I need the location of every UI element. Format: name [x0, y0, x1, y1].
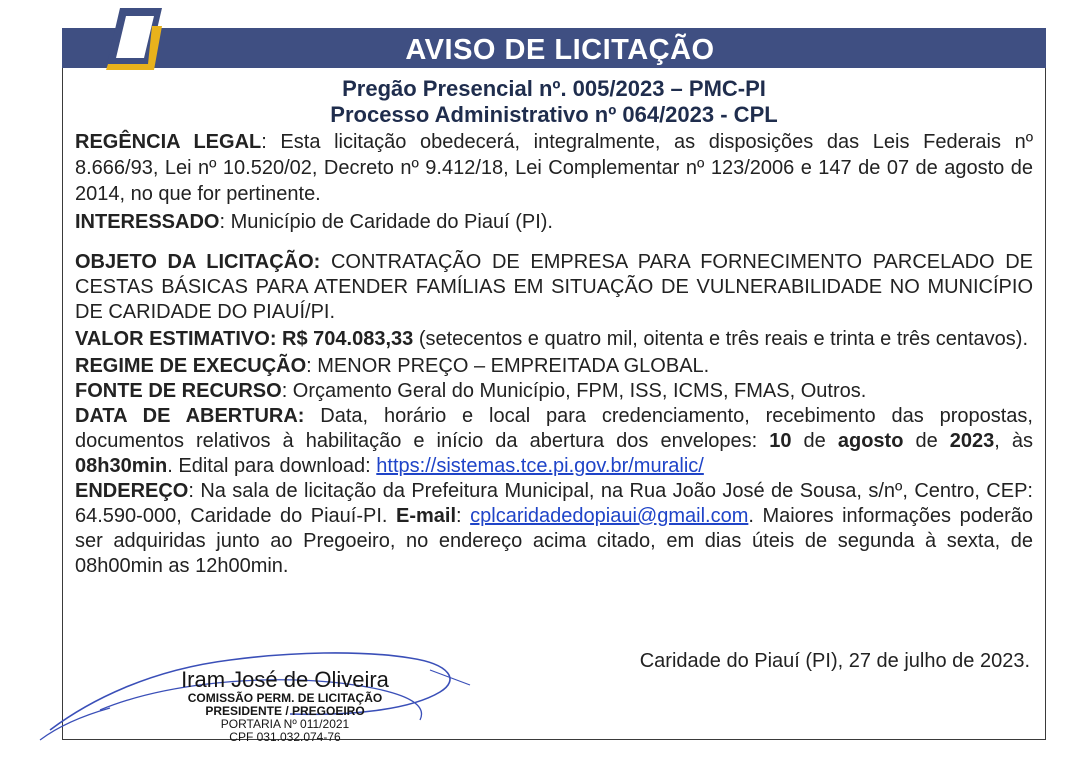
subtitle-processo: Processo Administrativo nº 064/2023 - CPL [330, 102, 778, 127]
data-month: agosto [837, 430, 904, 452]
section-regime [75, 354, 1033, 379]
endereco-tail: . Maiores informações poderão ser adquiridas junto ao Pregoeiro, no endereço acima citado, em dias úteis de segunda à sexta, de 08h00min as 12h00min. [75, 505, 1033, 577]
signatory-commission: COMISSÃO PERM. DE LICITAÇÃO [187, 691, 383, 705]
objeto-text: CONTRATAÇÃO DE EMPRESA PARA FORNECIMENTO PARCELADO DE CESTAS BÁSICAS PARA ATENDER FAMÍLIAS EM SITUAÇÃO DE VULNERABILIDADE NO MUNICÍPIO DE CARIDADE DO PIAUÍ/PI. [75, 251, 1034, 323]
data-edital: . Edital para download: [167, 455, 377, 477]
objeto-label: OBJETO DA LICITAÇÃO: [75, 251, 321, 273]
regime-label: REGIME DE EXECUÇÃO [75, 355, 307, 377]
regencia-label: REGÊNCIA LEGAL [75, 131, 262, 153]
section-objeto [75, 250, 1033, 325]
section-endereco [75, 479, 1033, 579]
signatory-role: PRESIDENTE / PREGOEIRO [205, 704, 365, 718]
regime-text: : MENOR PREÇO – EMPREITADA GLOBAL. [306, 355, 710, 377]
email-sep: : [456, 505, 471, 527]
section-valor [75, 327, 1033, 352]
signatory-name: Iram José de Oliveira [181, 667, 389, 692]
section-regencia [75, 129, 1033, 207]
endereco-text: : Na sala de licitação da Prefeitura Municipal, na Rua João José de Sousa, s/nº, Centro, CEP: 64.590-000, Caridade do Piauí-PI. [75, 480, 1033, 527]
signatory-portaria: PORTARIA Nº 011/2021 [220, 717, 350, 731]
regencia-text: : Esta licitação obedecerá, integralmente, as disposições das Leis Federais nº 8.666/93, Lei nº 10.520/02, Decreto nº 9.412/18, Lei Complementar nº 123/2006 e 147 de 07 de agosto de 2014, no que for pertinente. [75, 131, 1034, 205]
endereco-label: ENDEREÇO [75, 480, 189, 502]
logo-icon [100, 6, 180, 76]
interessado-text: : Município de Caridade do Piauí (PI). [219, 211, 553, 233]
data-year: 2023 [949, 430, 995, 452]
email-label: E-mail [396, 505, 457, 527]
valor-label: VALOR ESTIMATIVO: R$ 704.083,33 [75, 328, 414, 350]
signature-block [150, 668, 420, 744]
interessado-label: INTERESSADO [75, 211, 220, 233]
valor-text: (setecentos e quatro mil, oitenta e três reais e trinta e três centavos). [413, 328, 1029, 350]
data-de-2: de [903, 430, 950, 452]
data-day: 10 [769, 430, 792, 452]
page-title: AVISO DE LICITAÇÃO [405, 34, 715, 66]
data-text: Data, horário e local para credenciamento, recebimento das propostas, documentos relativos à habilitação e início da abertura dos envelopes: [75, 405, 1033, 452]
place-date: Caridade do Piauí (PI), 27 de julho de 2023. [639, 650, 1030, 672]
signatory-cpf: CPF 031.032.074-76 [229, 730, 341, 744]
data-de-1: de [791, 430, 838, 452]
edital-download-link[interactable]: https://sistemas.tce.pi.gov.br/muralic/ [376, 455, 704, 477]
section-data-abertura [75, 404, 1033, 479]
section-fonte [75, 379, 1033, 404]
email-link[interactable]: cplcaridadedopiaui@gmail.com [470, 505, 749, 527]
data-time: 08h30min [75, 455, 168, 477]
data-as: , às [994, 430, 1034, 452]
section-interessado [75, 210, 1033, 235]
data-label: DATA DE ABERTURA: [75, 405, 305, 427]
fonte-label: FONTE DE RECURSO [75, 380, 282, 402]
notice-body [75, 129, 1033, 579]
subtitle-pregao: Pregão Presencial nº. 005/2023 – PMC-PI [342, 76, 766, 101]
fonte-text: : Orçamento Geral do Município, FPM, ISS, ICMS, FMAS, Outros. [281, 380, 867, 402]
